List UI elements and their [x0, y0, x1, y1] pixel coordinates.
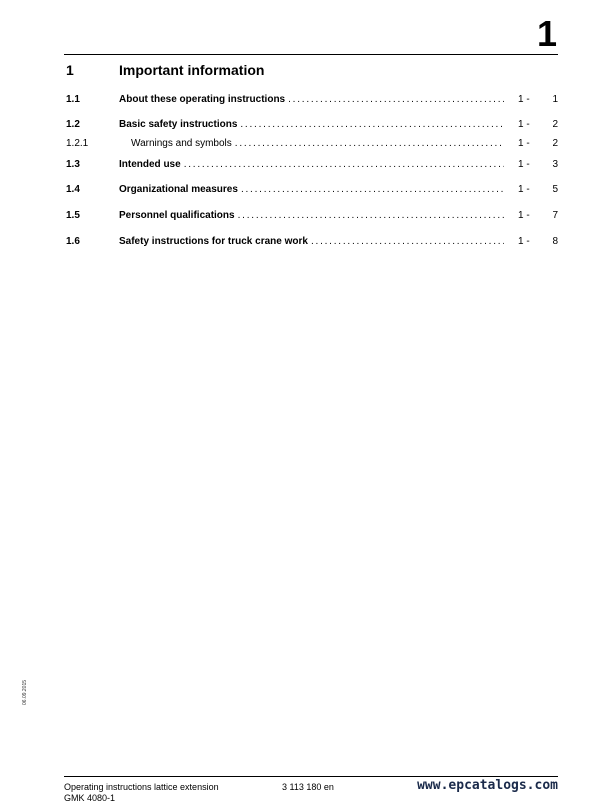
bottom-rule — [64, 776, 558, 777]
footer-model: GMK 4080-1 — [64, 793, 116, 803]
toc-page: 7 — [552, 210, 558, 221]
toc-label: Basic safety instructions — [119, 119, 238, 130]
footer-document-title: Operating instructions lattice extension — [64, 782, 219, 792]
chapter-heading — [64, 62, 558, 82]
toc-entry-1-3[interactable] — [64, 158, 558, 172]
toc-entry-1-2-1[interactable] — [64, 137, 558, 151]
footer-document-number: 3 113 180 en — [282, 782, 334, 792]
toc-chapter-ref: 1 - — [518, 119, 530, 130]
top-rule — [64, 54, 558, 55]
toc-page: 8 — [552, 236, 558, 247]
toc-label: Personnel qualifications — [119, 210, 235, 221]
toc-label: About these operating instructions — [119, 94, 286, 105]
toc-chapter-ref: 1 - — [518, 184, 530, 195]
toc-entry-1-2[interactable] — [64, 118, 558, 132]
toc-page: 1 — [552, 94, 558, 105]
toc-chapter-ref: 1 - — [518, 159, 530, 170]
dot-leader — [237, 118, 504, 132]
toc-page: 3 — [552, 159, 558, 170]
toc-number: 1.4 — [66, 184, 80, 195]
toc-number: 1.3 — [66, 159, 80, 170]
toc-number: 1.2 — [66, 119, 80, 130]
toc-entry-1-1[interactable] — [64, 93, 558, 107]
toc-label: Safety instructions for truck crane work — [119, 236, 308, 247]
toc-label: Organizational measures — [119, 184, 238, 195]
toc-number: 1.2.1 — [66, 138, 89, 149]
toc-label: Intended use — [119, 159, 181, 170]
toc-page: 5 — [552, 184, 558, 195]
dot-leader — [235, 209, 504, 223]
dot-leader — [232, 137, 504, 151]
dot-leader — [181, 158, 504, 172]
toc-entry-1-5[interactable] — [64, 209, 558, 223]
dot-leader — [308, 235, 504, 249]
toc-chapter-ref: 1 - — [518, 138, 530, 149]
toc-chapter-ref: 1 - — [518, 94, 530, 105]
toc-chapter-ref: 1 - — [518, 236, 530, 247]
dot-leader — [285, 93, 504, 107]
chapter-heading-title: Important information — [119, 62, 265, 78]
toc-entry-1-6[interactable] — [64, 235, 558, 249]
footer-watermark-link[interactable]: www.epcatalogs.com — [417, 778, 558, 793]
toc-page: 2 — [552, 119, 558, 130]
chapter-heading-number: 1 — [66, 62, 74, 78]
toc-page: 2 — [552, 138, 558, 149]
side-date: 06.09.2015 — [22, 679, 28, 705]
chapter-number: 1 — [536, 13, 557, 54]
dot-leader — [238, 183, 504, 197]
toc-label: Warnings and symbols — [131, 138, 232, 149]
toc-number: 1.1 — [66, 94, 80, 105]
toc-number: 1.6 — [66, 236, 80, 247]
toc-number: 1.5 — [66, 210, 80, 221]
toc-entry-1-4[interactable] — [64, 183, 558, 197]
toc-chapter-ref: 1 - — [518, 210, 530, 221]
